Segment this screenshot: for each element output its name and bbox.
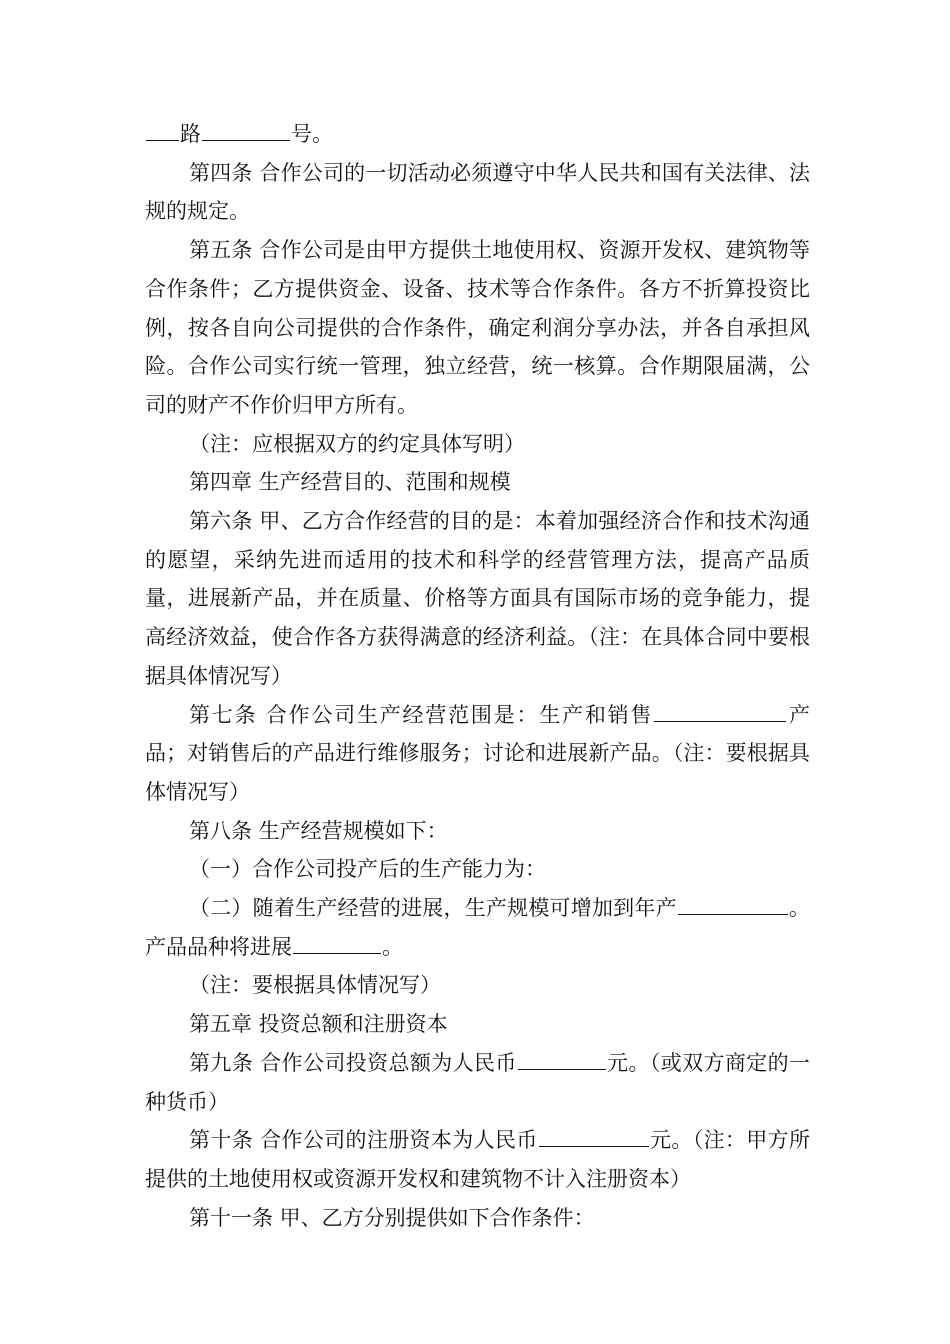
paragraph-p0	[145, 115, 810, 154]
paragraph-text: 路	[180, 122, 201, 146]
paragraph-text: 第八条 生产经营规模如下：	[189, 818, 448, 843]
fill-in-blank-line	[146, 119, 179, 141]
paragraph-p5	[145, 502, 810, 696]
paragraph-p7	[145, 812, 810, 851]
paragraph-text: （注：应根据双方的约定具体写明）	[189, 431, 525, 456]
paragraph-p6	[145, 696, 810, 812]
paragraph-p14	[145, 1199, 810, 1238]
paragraph-p2	[145, 231, 810, 425]
paragraph-p11	[145, 1005, 810, 1044]
paragraph-p3	[145, 425, 810, 464]
paragraph-p9	[145, 889, 810, 966]
paragraph-text: 第九条 合作公司投资总额为人民币	[189, 1050, 517, 1075]
paragraph-text: 号。	[291, 122, 333, 146]
paragraph-text: 第十条 合作公司的注册资本为人民币	[189, 1128, 538, 1153]
paragraph-text: 元。（或双方商定的一种货币）	[145, 1050, 810, 1114]
fill-in-blank-line	[654, 700, 786, 722]
paragraph-text: 第十一条 甲、乙方分别提供如下合作条件：	[189, 1205, 595, 1230]
paragraph-p4	[145, 463, 810, 502]
paragraph-text: 第七条 合作公司生产经营范围是：生产和销售	[189, 702, 654, 727]
fill-in-blank-line	[539, 1125, 649, 1147]
paragraph-text: （注：要根据具体情况写）	[189, 973, 441, 998]
paragraph-text: 元。（注：甲方所提供的土地使用权或资源开发权和建筑物不计入注册资本）	[145, 1128, 810, 1191]
paragraph-text: 第六条 甲、乙方合作经营的目的是：本着加强经济合作和技术沟通的愿望，采纳先进而适用的技术和科学的经营管理方法，提高产品质量，进展新产品，并在质量、价格等方面具有国际市场的竞争能力，提高经济效益，使合作各方获得满意的经济利益。（注：在具体合同中要根据具体情况写）	[145, 509, 810, 688]
paragraph-text: 。产品品种将进展	[145, 896, 811, 959]
paragraph-text: 产品；对销售后的产品进行维修服务；讨论和进展新产品。（注：要根据具体情况写）	[145, 702, 810, 804]
fill-in-blank-line	[518, 1048, 606, 1070]
document-body	[145, 115, 810, 1237]
paragraph-text: （一）合作公司投产后的生产能力为：	[189, 857, 546, 882]
fill-in-blank-line	[293, 932, 381, 954]
paragraph-text: （二）随着生产经营的进展，生产规模可增加到年产	[189, 896, 677, 921]
paragraph-text: 。	[382, 934, 403, 959]
paragraph-p10	[145, 966, 810, 1005]
paragraph-text: 第五条 合作公司是由甲方提供土地使用权、资源开发权、建筑物等合作条件；乙方提供资金、设备、技术等合作条件。各方不折算投资比例，按各自向公司提供的合作条件，确定利润分享办法，并各自承担风险。合作公司实行统一管理，独立经营，统一核算。合作期限届满，公司的财产不作价归甲方所有。	[145, 238, 810, 417]
paragraph-p13	[145, 1121, 810, 1198]
paragraph-p12	[145, 1044, 810, 1121]
paragraph-p8	[145, 850, 810, 889]
paragraph-text: 第四章 生产经营目的、范围和规模	[189, 470, 511, 495]
paragraph-text: 第四条 合作公司的一切活动必须遵守中华人民共和国有关法律、法规的规定。	[145, 160, 810, 224]
paragraph-p1	[145, 154, 810, 231]
paragraph-text: 第五章 投资总额和注册资本	[189, 1012, 448, 1037]
fill-in-blank-line	[678, 893, 788, 915]
fill-in-blank-line	[202, 119, 290, 141]
